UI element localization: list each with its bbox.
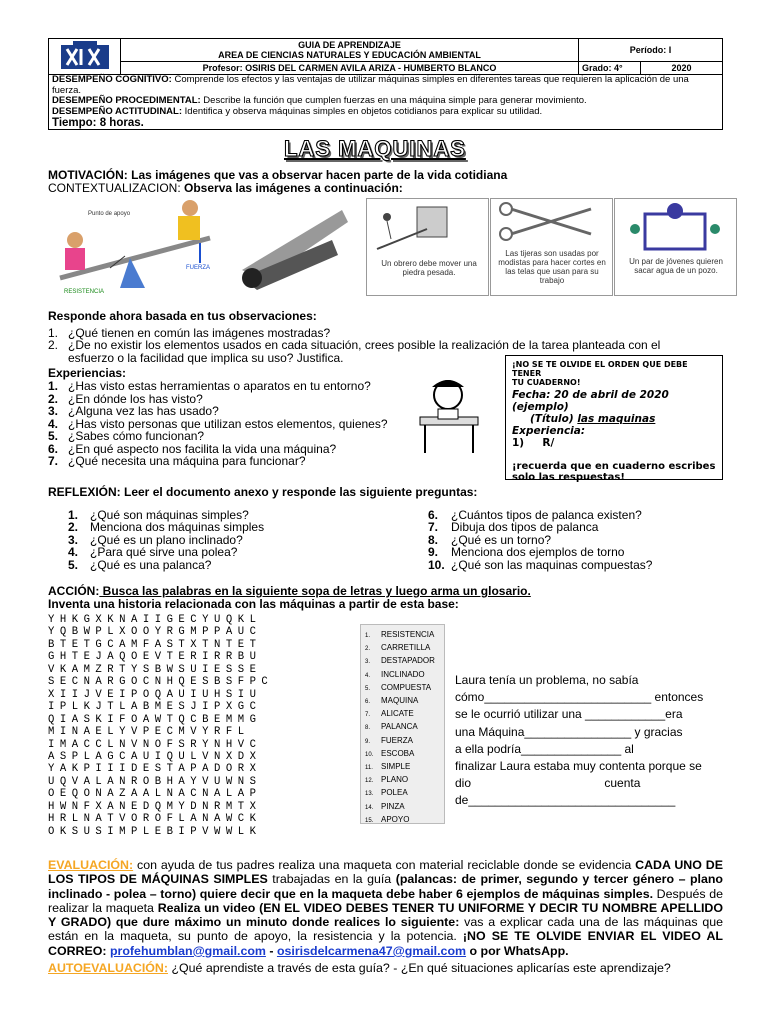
performance-box: [48, 74, 723, 130]
staple-remover-image: [222, 200, 358, 296]
list-item: 10. ¿Qué son las maquinas compuestas?: [428, 557, 653, 572]
list-item: 11. SIMPLE: [365, 762, 411, 772]
note-experience: Experiencia:: [512, 425, 586, 437]
story-line: finalizar Laura estaba muy contenta porque se: [455, 759, 702, 774]
pivot-label: Punto de apoyo: [88, 211, 131, 217]
list-item: 8. PALANCA: [365, 722, 418, 732]
note-title-value: las maquinas: [577, 413, 656, 425]
grid-row: ASPLAGCAUIQULVNXDX: [48, 750, 262, 763]
grid-row: QIASKIFOAWTQCBEMMG: [48, 713, 262, 726]
story-line: Laura tenía un problema, no sabía: [455, 673, 639, 687]
list-item: 5. ¿Qué es una palanca?: [68, 557, 212, 572]
proc-label: DESEMPEÑO PROCEDIMENTAL:: [52, 95, 201, 106]
experiences-title: Experiencias:: [48, 366, 127, 380]
list-item: 2. Menciona dos máquinas simples: [68, 520, 265, 535]
story-line: a ella podría_______________ al: [455, 741, 634, 756]
grid-row: HRLNATVOROFLANAWCK: [48, 813, 262, 826]
list-item: 7. Dibuja dos tipos de palanca: [428, 520, 599, 535]
grid-row: IPLKJTLABMESJIPXGC: [48, 701, 262, 714]
list-item: 1. ¿Qué son máquinas simples?: [68, 508, 249, 522]
area-title: AREA DE CIENCIAS NATURALES Y EDUCACIÓN AMBIENTAL: [218, 50, 481, 60]
list-item: 4. ¿Para qué sirve una polea?: [68, 545, 238, 560]
grid-row: HWNFXANEDQMYDNRMTX: [48, 800, 262, 813]
worker-caption: Un obrero debe mover una piedra pesada.: [381, 259, 477, 277]
list-item: 4. INCLINADO: [365, 669, 425, 679]
cog-text: Comprende los efectos y las ventajas de utilizar máquinas simples en diferentes tareas que requieren la aplicación de una fuerza.: [52, 74, 689, 96]
respond-title: Responde ahora basada en tus observaciones:: [48, 309, 317, 323]
guide-title: GUIA DE APRENDIZAJE: [298, 40, 401, 50]
teacher-names: Profesor: OSIRIS DEL CARMEN AVILA ARIZA - HUMBERTO BLANCO: [121, 62, 579, 75]
context-line: CONTEXTUALIZACION: Observa las imágenes a continuación:: [48, 181, 403, 195]
story-line: una Máquina________________ y gracias: [455, 724, 683, 739]
email-link-1[interactable]: profehumblan@gmail.com: [109, 943, 266, 958]
list-item: 5. ¿Sabes cómo funcionan?: [48, 429, 205, 443]
note-answer: 1) R/: [512, 437, 555, 449]
year: 2020: [641, 62, 723, 75]
list-item: 6. ¿Cuántos tipos de palanca existen?: [428, 508, 642, 522]
story-line: se le ocurrió utilizar una ____________era: [455, 707, 683, 722]
list-item: 8. ¿Qué es un torno?: [428, 532, 552, 547]
grid-row: IMACCLNVNOFSRYNHVC: [48, 738, 262, 751]
note-title-label: (Título): [530, 413, 578, 425]
list-item: 1. ¿Has visto estas herramientas o aparatos en tu entorno?: [48, 379, 371, 393]
word-list: [360, 624, 445, 824]
note-date: Fecha: 20 de abril de 2020 (ejemplo): [512, 389, 669, 413]
scissors-caption: Las tijeras son usadas por modistas para hacer cortes en las telas que usan para su trabajo: [498, 249, 606, 285]
list-item: 1. RESISTENCIA: [365, 630, 435, 639]
student-drawing: [410, 375, 488, 455]
grade: Grado: 4°: [579, 62, 641, 75]
story-prompt: [455, 672, 711, 810]
grid-row: YHKGXKNAIIGECYUQKL: [48, 614, 262, 626]
note-recall-1: ¡recuerda que en cuaderno escribes: [512, 461, 716, 472]
seesaw-image: [50, 198, 218, 298]
force-label: FUERZA: [186, 265, 210, 271]
list-item: 5. COMPUESTA: [365, 682, 432, 692]
evaluation-label: EVALUACIÓN:: [48, 858, 134, 872]
header-table: [48, 38, 723, 75]
act-label: DESEMPEÑO ACTITUDINAL:: [52, 105, 183, 117]
notebook-reminder-box: [505, 355, 723, 483]
list-item: 2. CARRETILLA: [365, 643, 431, 653]
grid-row: XIIJVEIPOQAUIUHSIU: [48, 688, 262, 701]
list-item: 3. ¿Qué es un plano inclinado?: [68, 532, 243, 547]
grid-row: YQBWPLXOOYRGMPPAUC: [48, 626, 262, 639]
act-text: Identifica y observa máquinas simples en objetos cotidianos para explicar su utilidad.: [182, 105, 543, 117]
word-search-grid: [48, 614, 273, 838]
grid-row: VKAMZRTYSBWSUIESSE: [48, 663, 262, 676]
well-caption: Un par de jóvenes quieren sacar agua de un pozo.: [629, 257, 723, 275]
period: Período: I: [579, 39, 723, 62]
list-item: 10. ESCOBA: [365, 748, 415, 758]
cog-label: DESEMPEÑO COGNITIVO:: [52, 74, 172, 85]
worker-image: [366, 198, 489, 296]
list-item: 6. MAQUINA: [365, 696, 419, 706]
school-logo: [49, 39, 121, 75]
resistance-label: RESISTENCIA: [64, 289, 105, 295]
motivation-line: MOTIVACIÓN: Las imágenes que vas a observar hacen parte de la vida cotidiana: [48, 168, 508, 182]
action-line-2: Inventa una historia relacionada con las máquinas a partir de esta base:: [48, 597, 459, 611]
list-item: 3. ¿Alguna vez las has usado?: [48, 404, 219, 418]
email-link-2[interactable]: osirisdelcarmena47@gmail.com: [276, 943, 467, 958]
grid-row: SECNARGOCNHQESBSFPC: [48, 676, 274, 689]
note-line-2: TU CUADERNO!: [512, 378, 581, 387]
list-item: esfuerzo o la facilidad que implica su uso? Justifica.: [68, 350, 344, 365]
list-item: 6. ¿En qué aspecto nos facilita la vida una máquina?: [48, 441, 337, 456]
story-line: dio cuenta: [455, 776, 641, 791]
list-item: 13. POLEA: [365, 788, 408, 798]
list-item: 12. PLANO: [365, 775, 409, 785]
evaluation-section: EVALUACIÓN: con ayuda de tus padres realiza una maqueta con material reciclable donde se evidencia CADA UNO DE LOS TIPOS DE MÁQUINAS SIMPLES trabajadas en la guía (palancas: de primer, segundo y tercer género – plano inclinado - polea – torno) quiere decir que en la maqueta debe haber 6 ejemplos de máquinas simples. Después de realizar la maqueta Realiza un video (EN EL VIDEO DEBES TENER TU UNIFORME Y DECIR TU NOMBRE APELLIDO Y GRADO) que dure máximo un minuto donde realices lo siguiente: vas a explicar cada una de las máquinas que están en la maqueta, su punto de apoyo, la resistencia y la potencia. ¡NO SE TE OLVIDE ENVIAR EL VIDEO AL CORREO: profehumblan@gmail.com - osirisdelcarmena47@gmail.com o por WhatsApp.: [48, 858, 724, 958]
list-item: 2. ¿De no existir los elementos usados en cada situación, crees posible la realización de la tarea planteada con el: [48, 338, 661, 353]
story-line: de_______________________________: [455, 793, 676, 808]
page-title: LAS MAQUINAS: [284, 136, 466, 161]
list-item: 9. FUERZA: [365, 735, 413, 745]
list-item: 7. ¿Qué necesita una máquina para funcionar?: [48, 454, 306, 468]
action-line: ACCIÓN: Busca las palabras en la siguiente sopa de letras y luego arma un glosario.: [48, 584, 531, 598]
well-image: [614, 198, 737, 296]
reflection-line: REFLEXIÓN: Leer el documento anexo y responde las siguiente preguntas:: [48, 485, 478, 499]
list-item: 15. APOYO: [365, 814, 410, 824]
self-evaluation: AUTOEVALUACIÓN: ¿Qué aprendiste a través de esta guía? - ¿En qué situaciones aplicarías este aprendizaje?: [48, 961, 671, 975]
reflection-left-list: [68, 509, 264, 571]
grid-row: OKSUSIMPLEBIPVWWLK: [48, 825, 262, 838]
list-item: 14. PINZA: [365, 801, 405, 811]
grid-row: GHTEJAQOEVTERIRRBU: [48, 651, 262, 664]
grid-row: YAKPIIIDESTAPADORX: [48, 763, 262, 776]
reflection-right-list: [428, 509, 652, 571]
grid-row: MINAELYVPECMVYRFL: [48, 726, 250, 739]
grid-row: BTETGCAMFASTXTNTET: [48, 638, 262, 651]
scissors-image: [490, 198, 613, 296]
list-item: 1. ¿Qué tienen en común las imágenes mostradas?: [48, 326, 331, 340]
list-item: 3. DESTAPADOR: [365, 656, 435, 666]
time: Tiempo: 8 horas.: [52, 117, 144, 129]
note-line-1: ¡NO SE TE OLVIDE EL ORDEN QUE DEBE TENER: [512, 360, 688, 378]
list-item: 9. Menciona dos ejemplos de torno: [428, 545, 625, 560]
grid-row: UQVALANROBHAYVUWNS: [48, 775, 262, 788]
note-recall-2: solo las respuestas!: [512, 472, 625, 483]
experiences-list: [48, 380, 388, 468]
grid-row: OEQONAZAALNACNALAP: [48, 788, 262, 801]
list-item: 7. ALICATE: [365, 709, 414, 719]
list-item: 4. ¿Has visto personas que utilizan estos elementos, quienes?: [48, 416, 388, 431]
list-item: 2. ¿En dónde los has visto?: [48, 391, 203, 406]
story-line: cómo_________________________ entonces: [455, 690, 704, 705]
proc-text: Describe la función que cumplen fuerzas en una máquina simple para generar movimiento.: [200, 95, 587, 106]
